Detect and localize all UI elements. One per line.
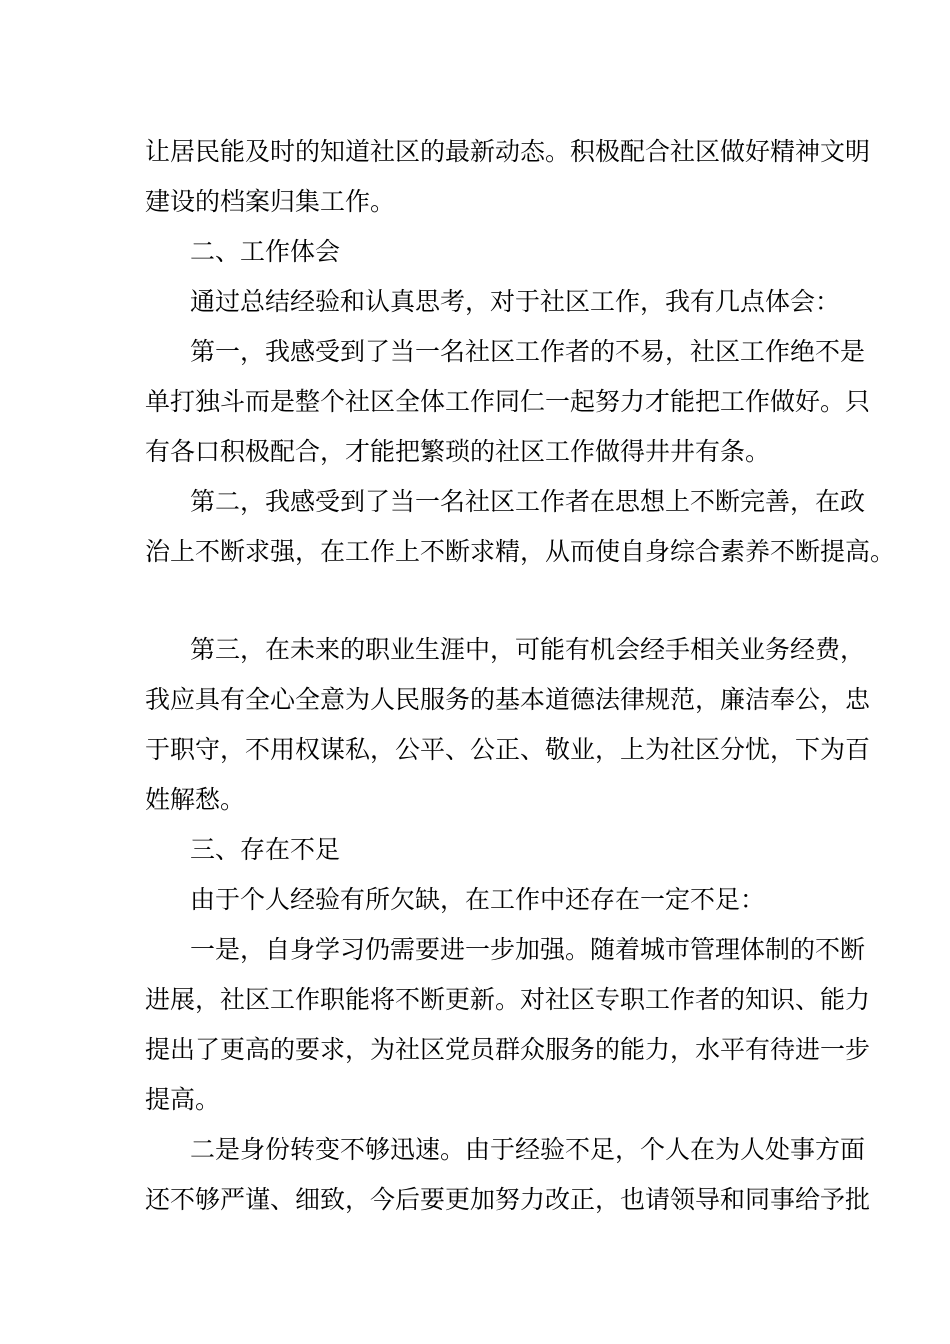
text-line: 建设的档案归集工作。: [145, 187, 396, 216]
text-line: 进展，社区工作职能将不断更新。对社区专职工作者的知识、能力: [145, 985, 871, 1014]
text-line: 二是身份转变不够迅速。由于经验不足，个人在为人处事方面: [190, 1135, 866, 1164]
text-line: 第二，我感受到了当一名社区工作者在思想上不断完善，在政: [190, 487, 866, 516]
text-line: 提高。: [145, 1085, 221, 1114]
section-heading: 二、工作体会: [190, 237, 341, 266]
text-line: 第三，在未来的职业生涯中，可能有机会经手相关业务经费，: [190, 635, 866, 664]
text-line: 一是，自身学习仍需要进一步加强。随着城市管理体制的不断: [190, 935, 866, 964]
text-line: 单打独斗而是整个社区全体工作同仁一起努力才能把工作做好。只: [145, 387, 871, 416]
text-line: 让居民能及时的知道社区的最新动态。积极配合社区做好精神文明: [145, 137, 871, 166]
text-line: 我应具有全心全意为人民服务的基本道德法律规范，廉洁奉公，忠: [145, 685, 871, 714]
text-line: 通过总结经验和认真思考，对于社区工作，我有几点体会：: [190, 287, 841, 316]
text-line: 治上不断求强，在工作上不断求精，从而使自身综合素养不断提高。: [145, 537, 896, 566]
text-line: 第一，我感受到了当一名社区工作者的不易，社区工作绝不是: [190, 337, 866, 366]
text-line: 姓解愁。: [145, 785, 246, 814]
text-line: 提出了更高的要求，为社区党员群众服务的能力，水平有待进一步: [145, 1035, 871, 1064]
text-line: 有各口积极配合，才能把繁琐的社区工作做得井井有条。: [145, 437, 771, 466]
text-line: 还不够严谨、细致，今后要更加努力改正，也请领导和同事给予批: [145, 1185, 871, 1214]
section-heading: 三、存在不足: [190, 835, 341, 864]
text-line: 于职守，不用权谋私，公平、公正、敬业，上为社区分忧，下为百: [145, 735, 871, 764]
text-line: 由于个人经验有所欠缺，在工作中还存在一定不足：: [190, 885, 766, 914]
